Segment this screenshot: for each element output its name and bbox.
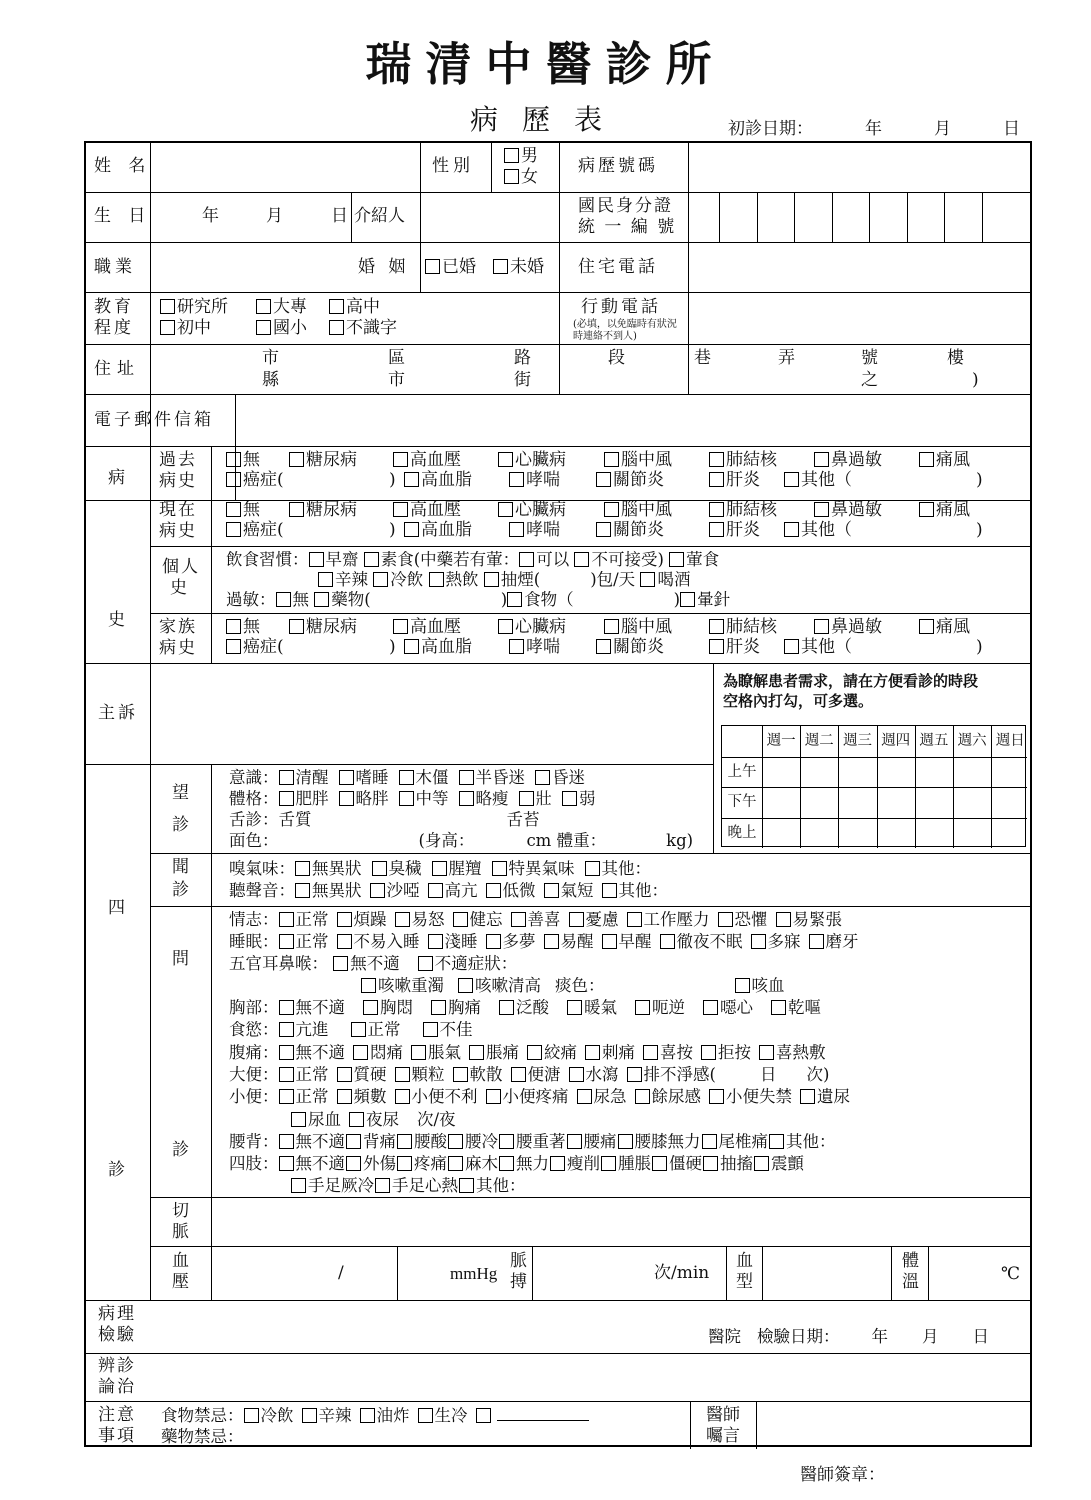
schedule-day-header: 週日 xyxy=(995,733,1025,749)
drink-checkbox[interactable] xyxy=(640,572,655,587)
diet-ok-checkbox[interactable] xyxy=(519,552,534,567)
disease-option[interactable]: 腦中風 xyxy=(604,450,672,471)
option-checkbox[interactable] xyxy=(585,1045,600,1060)
option-checkbox[interactable] xyxy=(511,1067,526,1082)
option-checkbox[interactable] xyxy=(418,1408,433,1423)
option-checkbox[interactable] xyxy=(337,912,352,927)
disease-option[interactable]: 肝炎 xyxy=(709,637,760,658)
cancer-option[interactable]: 癌症( xyxy=(226,520,284,541)
option-checkbox[interactable] xyxy=(769,1134,784,1149)
option-checkbox[interactable] xyxy=(759,1045,774,1060)
schedule-day-header: 週五 xyxy=(919,733,949,749)
option-checkbox[interactable] xyxy=(535,770,550,785)
disease-option[interactable]: 哮喘 xyxy=(509,470,560,491)
option-checkbox[interactable] xyxy=(370,883,385,898)
option-checkbox[interactable] xyxy=(337,934,352,949)
option-checkbox[interactable] xyxy=(295,861,310,876)
gender-female-option[interactable]: 女 xyxy=(504,167,538,188)
edu-none[interactable]: 不識字 xyxy=(329,318,397,339)
consciousness-row: 意識： 清醒 嗜睡 木僵 半昏迷 昏迷 xyxy=(229,768,585,787)
blood-type-label: 血 型 xyxy=(736,1251,753,1292)
schedule-day-header: 週三 xyxy=(842,733,872,749)
disease-option[interactable]: 痛風 xyxy=(919,450,970,471)
record-number-label: 病歷號碼 xyxy=(578,156,658,176)
option-checkbox[interactable] xyxy=(499,1000,514,1015)
limbs-row: 四肢： 無不適 外傷 疼痛 麻木 無力 瘦削 腫脹 僵硬 抽搐 震顫 xyxy=(229,1154,804,1173)
occupation-label: 職業 xyxy=(94,257,136,277)
schedule-day-header: 週一 xyxy=(766,733,796,749)
pathology-date-row: 醫院 檢驗日期： 年 月 日 xyxy=(708,1327,989,1346)
option-checkbox[interactable] xyxy=(486,883,501,898)
clinic-title: 瑞清中醫診所 xyxy=(365,37,726,91)
temperature-label: 體 溫 xyxy=(902,1251,919,1292)
schedule-day-header: 週四 xyxy=(881,733,911,749)
option-checkbox[interactable] xyxy=(397,1134,412,1149)
edu-highschool[interactable]: 高中 xyxy=(329,297,380,318)
abdomen-row: 腹痛： 無不適 悶痛 脹氣 脹痛 絞痛 刺痛 喜按 拒按 喜熱敷 xyxy=(229,1043,826,1062)
personal-history-label: 個人 史 xyxy=(162,557,200,598)
option-checkbox[interactable] xyxy=(279,791,294,806)
education-label: 教育 程度 xyxy=(94,297,134,338)
disease-option[interactable]: 痛風 xyxy=(919,500,970,521)
option-checkbox[interactable] xyxy=(550,1156,565,1171)
option-checkbox[interactable] xyxy=(458,978,473,993)
schedule-period-label: 下午 xyxy=(727,794,757,810)
disease-option[interactable]: 糖尿病 xyxy=(289,450,357,471)
urine-row: 小便： 正常 頻數 小便不利 小便疼痛 尿急 餘尿感 小便失禁 遺尿 xyxy=(229,1087,850,1106)
food-other-checkbox[interactable] xyxy=(476,1408,491,1423)
disease-option[interactable]: 高血壓 xyxy=(393,450,461,471)
disease-option[interactable]: 無 xyxy=(226,450,260,471)
food-taboo-row: 食物禁忌： 冷飲 辛辣 油炸 生冷 xyxy=(161,1405,589,1426)
option-checkbox[interactable] xyxy=(244,1408,259,1423)
urine-row-2: 尿血 夜尿 次/夜 xyxy=(291,1109,456,1130)
edu-junior[interactable]: 初中 xyxy=(160,318,211,339)
stool-row: 大便： 正常 質硬 顆粒 軟散 便溏 水瀉 排不淨感( 日 次) xyxy=(229,1065,830,1084)
option-checkbox[interactable] xyxy=(428,934,443,949)
drug-taboo-row: 藥物禁忌： xyxy=(161,1427,244,1446)
disease-option[interactable]: 肝炎 xyxy=(709,470,760,491)
option-checkbox[interactable] xyxy=(399,770,414,785)
hot-drink-checkbox[interactable] xyxy=(429,572,444,587)
four-diagnosis-label-bottom: 診 xyxy=(108,1160,125,1180)
doctor-advice-label: 醫師 囑言 xyxy=(706,1405,740,1446)
option-checkbox[interactable] xyxy=(751,934,766,949)
ask-diagnosis-label: 問 xyxy=(172,949,189,969)
allergy-drug-checkbox[interactable] xyxy=(314,592,329,607)
option-checkbox[interactable] xyxy=(544,883,559,898)
allergy-none-checkbox[interactable] xyxy=(276,592,291,607)
option-checkbox[interactable] xyxy=(567,1134,582,1149)
option-checkbox[interactable] xyxy=(702,1134,717,1149)
option-checkbox[interactable] xyxy=(346,1156,361,1171)
cancer-option[interactable]: 癌症( xyxy=(226,470,284,491)
diet-notok-checkbox[interactable] xyxy=(574,552,589,567)
female-checkbox[interactable] xyxy=(504,169,519,184)
id-number-label: 國民身分證 統 一 編 號 xyxy=(578,196,677,237)
edu-elementary[interactable]: 國小 xyxy=(256,318,307,339)
option-checkbox[interactable] xyxy=(372,861,387,876)
option-checkbox[interactable] xyxy=(279,1045,294,1060)
option-checkbox[interactable] xyxy=(399,791,414,806)
option-checkbox[interactable] xyxy=(569,912,584,927)
cancer-option[interactable]: 癌症( xyxy=(226,637,284,658)
option-checkbox[interactable] xyxy=(718,912,733,927)
notes-label: 注意 事項 xyxy=(98,1405,136,1446)
disease-option[interactable]: 哮喘 xyxy=(509,520,560,541)
mood-row: 情志： 正常 煩躁 易怒 健忘 善喜 憂慮 工作壓力 恐懼 易緊張 xyxy=(229,910,842,929)
option-checkbox[interactable] xyxy=(337,1089,352,1104)
option-checkbox[interactable] xyxy=(652,1156,667,1171)
option-checkbox[interactable] xyxy=(703,1000,718,1015)
diet-habits-row-2: 辛辣 冷飲 熱飲 抽煙( )包/天 喝酒 xyxy=(318,569,690,590)
option-checkbox[interactable] xyxy=(428,883,443,898)
disease-option[interactable]: 肺結核 xyxy=(709,450,777,471)
edu-college[interactable]: 大專 xyxy=(256,297,307,318)
option-checkbox[interactable] xyxy=(618,1134,633,1149)
pulse-rate-label: 脈 搏 xyxy=(510,1251,527,1292)
tongue-row: 舌診：舌質 舌苔 xyxy=(229,810,540,829)
schedule-period-label: 上午 xyxy=(727,763,757,780)
complaint-label: 主訴 xyxy=(98,703,138,723)
history-label-bottom: 史 xyxy=(108,610,125,630)
disease-option[interactable]: 肺結核 xyxy=(709,500,777,521)
smoke-checkbox[interactable] xyxy=(484,572,499,587)
disease-option[interactable]: 糖尿病 xyxy=(289,617,357,638)
option-checkbox[interactable] xyxy=(601,1156,616,1171)
option-checkbox[interactable] xyxy=(627,912,642,927)
option-checkbox[interactable] xyxy=(395,1067,410,1082)
option-checkbox[interactable] xyxy=(295,883,310,898)
option-checkbox[interactable] xyxy=(562,791,577,806)
diet-meat-checkbox[interactable] xyxy=(669,552,684,567)
option-checkbox[interactable] xyxy=(448,1156,463,1171)
address-label: 住址 xyxy=(94,359,140,379)
option-checkbox[interactable] xyxy=(469,1045,484,1060)
option-checkbox[interactable] xyxy=(279,1134,294,1149)
disease-option[interactable]: 高血脂 xyxy=(404,520,472,541)
option-checkbox[interactable] xyxy=(709,1089,724,1104)
four-diagnosis-label-top: 四 xyxy=(108,898,125,918)
edu-graduate[interactable]: 研究所 xyxy=(160,297,228,318)
schedule-note: 為瞭解患者需求，請在方便看診的時段 空格內打勾，可多選。 xyxy=(723,672,979,710)
sleep-row: 睡眠： 正常 不易入睡 淺睡 多夢 易醒 早醒 徹夜不眠 多寐 磨牙 xyxy=(229,932,859,951)
doctor-signature-label: 醫師簽章： xyxy=(800,1465,885,1485)
option-checkbox[interactable] xyxy=(353,1045,368,1060)
history-label-top: 病 xyxy=(108,468,125,488)
medical-record-form: 姓 名 性別 男 女 病歷號碼 生 日 年 月 日 介紹人 國民身分證 統 一 編 號 職業 婚 姻 已婚 未婚 住宅電話 教育 程度 研究所 大專 高中 初中 國小 不識字 行動電話 (必填，以免臨時有狀況時連絡不到人) 住址 市 區 路 段 巷 弄 號 樓 縣 市 街 之 ) 電子郵件信箱 病 史 過去 病史 現在 病史 個人 史 家族 病史 無 糖尿病 高血壓 心臟病 腦中風 肺結核 鼻過敏 痛風 癌症( ) 高血脂 哮喘 關節炎 肝炎 其他（ ) 無 糖尿病 高血壓 心臟病 腦中風 肺結核 鼻過敏 痛風 癌症( ) 高血脂 哮喘 關節炎 肝炎 其他（ ) 無 糖尿病 高血壓 心臟病 腦中風 肺結核 鼻過敏 痛風 癌症( ) 高血脂 哮喘 關節炎 肝炎 其他（ ) 飲食習慣： 早齋 素食(中藥若有葷： 可以 不可接受) 葷食 辛辣 冷飲 熱飲 抽煙( )包/天 喝酒 過敏： 無 藥物( ) 食物（ ) 暈針 主訴 為瞭解患者需求，請在方便看診的時段 空格內打勾，可多選。 週一 週二 週三 週四 週五 週六 週日 上午 下午 晚上 四 診 望 診 意識： 清醒 嗜睡 木僵 半昏迷 昏迷 體格： 肥胖 略胖 中等 略瘦 壯 弱 舌診：舌質 舌苔 面色： (身高： cm 體重： kg) 聞 診 嗅氣味： 無異狀 臭穢 腥羶 特異氣味 其他： 聽聲音： 無異狀 沙啞 高亢 低微 氣短 其他： 問 診 情志： 正常 煩躁 易怒 健忘 善喜 憂慮 工作壓力 恐懼 易緊張 睡眠： 正常 不易入睡 淺睡 多夢 易醒 早醒 徹夜不眠 多寐 磨牙 五官耳鼻喉： 無不適 不適症狀： 咳嗽重濁 咳嗽清高 痰色： 咳血 胸部： 無不適 胸悶 胸痛 泛酸 暖氣 呃逆 噁心 乾嘔 食慾： 亢進 正常 不佳 腹痛： 無不適 悶痛 脹氣 脹痛 絞痛 刺痛 喜按 拒按 喜熱敷 大便： 正常 質硬 顆粒 軟散 便溏 水瀉 排不淨感( 日 次) 小便： 正常 頻數 小便不利 小便疼痛 尿急 餘尿感 小便失禁 遺尿 尿血 夜尿 次/夜 腰背： 無不適 背痛 腰酸 腰冷 腰重著 腰痛 腰膝無力 尾椎痛 其他： 四肢： 無不適 外傷 疼痛 麻木 無力 瘦削 腫脹 僵硬 抽搐 震顫 手足厥冷 手足心熱 其他： 切 脈 血 壓 / mmHg 脈 搏 次/min 血 型 體 溫 ℃ 病理 檢驗 醫院 檢驗日期： 年 月 日 辨診 論治 注意 事項 食物禁忌： 冷飲 辛辣 油炸 生冷 藥物禁忌： 醫師 囑言 xyxy=(84,141,1032,1447)
option-checkbox[interactable] xyxy=(423,1022,438,1037)
option-checkbox[interactable] xyxy=(809,934,824,949)
schedule-period-label: 晚上 xyxy=(727,824,757,841)
option-checkbox[interactable] xyxy=(302,1408,317,1423)
option-checkbox[interactable] xyxy=(337,1067,352,1082)
option-checkbox[interactable] xyxy=(701,1045,716,1060)
option-checkbox[interactable] xyxy=(459,1178,474,1193)
smell-diagnosis-label: 聞 xyxy=(172,857,189,877)
needle-faint-checkbox[interactable] xyxy=(680,592,695,607)
option-checkbox[interactable] xyxy=(569,1067,584,1082)
schedule-day-header: 週六 xyxy=(957,733,987,749)
disease-option[interactable]: 其他（ xyxy=(784,637,852,658)
option-checkbox[interactable] xyxy=(453,1067,468,1082)
disease-option[interactable]: 關節炎 xyxy=(596,520,664,541)
ent-row-2: 咳嗽重濁 咳嗽清高 痰色： 咳血 xyxy=(361,975,785,996)
disease-option[interactable]: 肺結核 xyxy=(709,617,777,638)
diet-veg-checkbox[interactable] xyxy=(364,552,379,567)
mobile-note: (必填，以免臨時有狀況時連絡不到人) xyxy=(573,319,677,342)
option-checkbox[interactable] xyxy=(459,791,474,806)
option-checkbox[interactable] xyxy=(279,1089,294,1104)
option-checkbox[interactable] xyxy=(486,1089,501,1104)
disease-option[interactable]: 糖尿病 xyxy=(289,500,357,521)
ent-row: 五官耳鼻喉： 無不適 不適症狀： xyxy=(229,954,518,973)
option-checkbox[interactable] xyxy=(635,1000,650,1015)
option-checkbox[interactable] xyxy=(349,1112,364,1127)
name-label: 姓 名 xyxy=(94,156,152,176)
unmarried-option[interactable]: 未婚 xyxy=(493,257,544,278)
disease-option[interactable]: 心臟病 xyxy=(498,450,566,471)
option-checkbox[interactable] xyxy=(397,1156,412,1171)
back-row: 腰背： 無不適 背痛 腰酸 腰冷 腰重著 腰痛 腰膝無力 尾椎痛 其他： xyxy=(229,1132,836,1151)
option-checkbox[interactable] xyxy=(635,1089,650,1104)
option-checkbox[interactable] xyxy=(776,912,791,927)
option-checkbox[interactable] xyxy=(333,956,348,971)
disease-option[interactable]: 鼻過敏 xyxy=(814,450,882,471)
option-checkbox[interactable] xyxy=(363,1000,378,1015)
option-checkbox[interactable] xyxy=(339,770,354,785)
disease-option[interactable]: 無 xyxy=(226,617,260,638)
pathology-label: 病理 檢驗 xyxy=(98,1304,136,1345)
option-checkbox[interactable] xyxy=(544,934,559,949)
option-checkbox[interactable] xyxy=(771,1000,786,1015)
option-checkbox[interactable] xyxy=(499,1134,514,1149)
option-checkbox[interactable] xyxy=(418,956,433,971)
option-checkbox[interactable] xyxy=(431,1000,446,1015)
appetite-row: 食慾： 亢進 正常 不佳 xyxy=(229,1020,473,1039)
option-checkbox[interactable] xyxy=(291,1178,306,1193)
disease-option[interactable]: 無 xyxy=(226,500,260,521)
option-checkbox[interactable] xyxy=(492,861,507,876)
spicy-checkbox[interactable] xyxy=(318,572,333,587)
blood-pressure-label: 血 壓 xyxy=(172,1251,189,1292)
disease-option[interactable]: 鼻過敏 xyxy=(814,500,882,521)
home-phone-label: 住宅電話 xyxy=(578,257,658,277)
disease-option[interactable]: 鼻過敏 xyxy=(814,617,882,638)
disease-option[interactable]: 關節炎 xyxy=(596,637,664,658)
disease-option[interactable]: 高血壓 xyxy=(393,617,461,638)
disease-option[interactable]: 其他（ xyxy=(784,520,852,541)
disease-option[interactable]: 關節炎 xyxy=(596,470,664,491)
diet-early-veg-checkbox[interactable] xyxy=(309,552,324,567)
option-checkbox[interactable] xyxy=(453,912,468,927)
cold-drink-checkbox[interactable] xyxy=(373,572,388,587)
cough-blood-checkbox[interactable] xyxy=(735,978,750,993)
option-checkbox[interactable] xyxy=(279,770,294,785)
referrer-label: 介紹人 xyxy=(354,206,405,226)
limbs-row-2: 手足厥冷 手足心熱 其他： xyxy=(291,1175,527,1196)
option-checkbox[interactable] xyxy=(602,934,617,949)
option-checkbox[interactable] xyxy=(432,861,447,876)
option-checkbox[interactable] xyxy=(360,1408,375,1423)
odor-row: 嗅氣味： 無異狀 臭穢 腥羶 特異氣味 其他： xyxy=(229,859,651,878)
disease-option[interactable]: 高血脂 xyxy=(404,637,472,658)
schedule-grid xyxy=(721,725,1026,847)
gender-male-option[interactable]: 男 xyxy=(504,146,538,167)
option-checkbox[interactable] xyxy=(448,1134,463,1149)
disease-option[interactable]: 哮喘 xyxy=(509,637,560,658)
option-checkbox[interactable] xyxy=(395,912,410,927)
option-checkbox[interactable] xyxy=(567,1000,582,1015)
disease-option[interactable]: 高血脂 xyxy=(404,470,472,491)
option-checkbox[interactable] xyxy=(279,934,294,949)
option-checkbox[interactable] xyxy=(800,1089,815,1104)
chest-row: 胸部： 無不適 胸悶 胸痛 泛酸 暖氣 呃逆 噁心 乾嘔 xyxy=(229,998,821,1017)
option-checkbox[interactable] xyxy=(585,861,600,876)
option-checkbox[interactable] xyxy=(486,934,501,949)
option-checkbox[interactable] xyxy=(527,1045,542,1060)
disease-option[interactable]: 腦中風 xyxy=(604,500,672,521)
form-subtitle: 病歷表 xyxy=(470,103,627,136)
family-history-label: 家族 病史 xyxy=(159,617,197,658)
allergy-food-checkbox[interactable] xyxy=(507,592,522,607)
first-visit-date: 初診日期： 年 月 日 xyxy=(728,119,1020,139)
option-checkbox[interactable] xyxy=(703,1156,718,1171)
option-checkbox[interactable] xyxy=(361,978,376,993)
gender-label: 性別 xyxy=(432,156,474,176)
diet-habits-row: 飲食習慣： 早齋 素食(中藥若有葷： 可以 不可接受) 葷食 xyxy=(226,550,720,569)
option-checkbox[interactable] xyxy=(279,912,294,927)
disease-option[interactable]: 高血壓 xyxy=(393,500,461,521)
disease-option[interactable]: 肝炎 xyxy=(709,520,760,541)
schedule-day-header: 週二 xyxy=(804,733,834,749)
married-option[interactable]: 已婚 xyxy=(425,257,476,278)
disease-option[interactable]: 腦中風 xyxy=(604,617,672,638)
differentiation-label: 辨診 論治 xyxy=(98,1356,136,1397)
option-checkbox[interactable] xyxy=(279,1022,294,1037)
pulse-diagnosis-label: 切 脈 xyxy=(172,1201,189,1242)
disease-option[interactable]: 痛風 xyxy=(919,617,970,638)
face-row: 面色： (身高： cm 體重： kg) xyxy=(229,831,694,850)
option-checkbox[interactable] xyxy=(279,1000,294,1015)
disease-option[interactable]: 其他（ xyxy=(784,470,852,491)
option-checkbox[interactable] xyxy=(511,912,526,927)
past-history-label: 過去 病史 xyxy=(159,450,197,491)
option-checkbox[interactable] xyxy=(351,1022,366,1037)
option-checkbox[interactable] xyxy=(627,1067,642,1082)
option-checkbox[interactable] xyxy=(375,1178,390,1193)
option-checkbox[interactable] xyxy=(577,1089,592,1104)
option-checkbox[interactable] xyxy=(602,883,617,898)
disease-option[interactable]: 心臟病 xyxy=(498,500,566,521)
option-checkbox[interactable] xyxy=(279,1067,294,1082)
birthday-label: 生 日 xyxy=(94,206,152,226)
allergy-row: 過敏： 無 藥物( ) 食物（ ) 暈針 xyxy=(226,590,731,609)
option-checkbox[interactable] xyxy=(395,1089,410,1104)
option-checkbox[interactable] xyxy=(291,1112,306,1127)
email-label: 電子郵件信箱 xyxy=(94,410,214,430)
option-checkbox[interactable] xyxy=(754,1156,769,1171)
option-checkbox[interactable] xyxy=(660,934,675,949)
mobile-label: 行動電話 xyxy=(581,297,661,317)
sound-row: 聽聲音： 無異狀 沙啞 高亢 低微 氣短 其他： xyxy=(229,881,668,900)
marriage-label: 婚 姻 xyxy=(358,257,410,277)
option-checkbox[interactable] xyxy=(459,770,474,785)
option-checkbox[interactable] xyxy=(279,1156,294,1171)
look-diagnosis-label: 望 xyxy=(172,783,189,803)
body-build-row: 體格： 肥胖 略胖 中等 略瘦 壯 弱 xyxy=(229,789,596,808)
disease-option[interactable]: 心臟病 xyxy=(498,617,566,638)
option-checkbox[interactable] xyxy=(499,1156,514,1171)
option-checkbox[interactable] xyxy=(519,791,534,806)
option-checkbox[interactable] xyxy=(643,1045,658,1060)
option-checkbox[interactable] xyxy=(346,1134,361,1149)
male-checkbox[interactable] xyxy=(504,148,519,163)
option-checkbox[interactable] xyxy=(411,1045,426,1060)
option-checkbox[interactable] xyxy=(339,791,354,806)
current-history-label: 現在 病史 xyxy=(159,500,197,541)
